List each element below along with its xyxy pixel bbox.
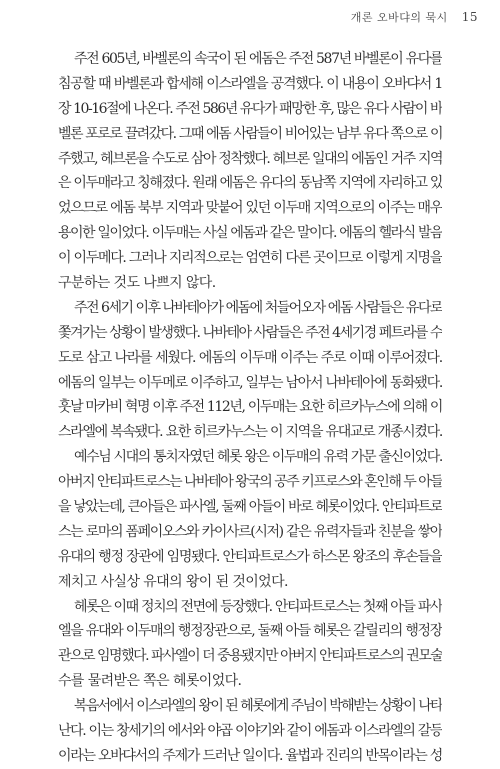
- text-line: 주전 605년, 바벨론의 속국이 된 에돔은 주전 587년 바벨론이 유다를: [74, 51, 442, 67]
- text-line: 주전 6세기 이후 나바테아가 에돔에 처들어오자 에돔 사람들은 유다로: [74, 299, 442, 316]
- text-line: 은 이두매라고 칭해졌다. 원래 에돔은 유다의 동남쪽 지역에 자리하고 있: [58, 175, 442, 192]
- text-line: 아버지 안티파트로스는 나바테아 왕국의 공주 키프로스와 혼인해 두 아들: [58, 474, 442, 491]
- text-line: 벨론 포로로 끌려갔다. 그때 에돔 사람들이 비어있는 남부 유다 쪽으로 이: [58, 125, 442, 142]
- paragraph: [58, 296, 442, 445]
- text-line: 장 10-16절에 나온다. 주전 586년 유다가 패망한 후, 많은 유다 사람이 바: [58, 100, 442, 117]
- text-line: 침공할 때 바벨론과 합세해 이스라엘을 공격했다. 이 내용이 오바댜서 1: [58, 75, 442, 92]
- text-line: 용이한 일이었다. 이두매는 사실 에돔과 같은 말이다. 에돔의 헬라식 발음: [58, 225, 442, 242]
- text-line: 에돔의 일부는 이두메로 이주하고, 일부는 남아서 나바테아에 동화됐다.: [58, 374, 442, 391]
- paragraph: [58, 694, 442, 769]
- text-line: 관으로 임명했다. 파사엘이 더 중용됐지만 아버지 안티파트로스의 권모술: [58, 648, 442, 665]
- text-line: 이 이두메다. 그러나 지리적으로는 엄연히 다른 곳이므로 이렇게 지명을: [58, 250, 442, 267]
- text-line: 도로 삼고 나라를 세웠다. 에돔의 이두매 이주는 주로 이때 이루어졌다.: [58, 349, 442, 366]
- text-line: 수를 물려받은 쪽은 헤롯이었다.: [58, 673, 242, 690]
- text-line: 었으므로 에돔 북부 지역과 맞붙어 있던 이두매 지역으로의 이주는 매우: [58, 200, 442, 217]
- text-line: 쫓겨가는 상황이 발생했다. 나바테아 사람들은 주전 4세기경 페트라를 수: [58, 324, 442, 341]
- text-line: 스라엘에 복속됐다. 요한 히르카누스는 이 지역을 유대교로 개종시켰다.: [58, 424, 442, 441]
- text-line: 예수님 시대의 통치자였던 헤롯 왕은 이두매의 유력 가문 출신이었다.: [74, 449, 442, 466]
- text-line: 제치고 사실상 유대의 왕이 된 것이었다.: [58, 573, 288, 590]
- page-number: 15: [461, 10, 478, 24]
- paragraph: [58, 47, 442, 296]
- text-line: 헤롯은 이때 정치의 전면에 등장했다. 안티파트로스는 첫째 아들 파사: [74, 598, 442, 615]
- text-line: 유대의 행정 장관에 임명됐다. 안티파트로스가 하스몬 왕조의 후손들을: [58, 548, 442, 565]
- text-line: 스는 로마의 폼페이오스와 카이사르(시저) 같은 유력자들과 친분을 쌓아: [58, 523, 442, 540]
- body-text: [58, 47, 442, 769]
- text-line: 엘을 유대와 이두매의 행정장관으로, 둘째 아들 헤롯은 갈릴리의 행정장: [58, 623, 442, 640]
- running-header: [351, 9, 478, 25]
- chapter-title: 개론 오바댜의 묵시: [350, 11, 448, 24]
- text-line: 을 낳았는데, 큰아들은 파사엘, 둘째 아들이 바로 헤롯이었다. 안티파트로: [58, 499, 442, 516]
- text-line: 구분하는 것도 나쁘지 않다.: [58, 275, 216, 292]
- text-line: 이라는 오바댜서의 주제가 드러난 일이다. 율법과 진리의 반목이라는 성: [58, 747, 442, 764]
- text-line: 복음서에서 이스라엘의 왕이 된 헤롯에게 주님이 박해받는 상황이 나타: [74, 698, 442, 715]
- paragraph: [58, 445, 442, 594]
- text-line: 훗날 마카비 혁명 이후 주전 112년, 이두매는 요한 히르카누스에 의해 이: [58, 399, 442, 416]
- paragraph: [58, 595, 442, 695]
- text-line: 난다. 이는 창세기의 에서와 야곱 이야기와 같이 에돔과 이스라엘의 갈등: [58, 723, 442, 740]
- text-line: 주했고, 헤브론을 수도로 삼아 정착했다. 헤브론 일대의 에돔인 거주 지역: [58, 150, 442, 167]
